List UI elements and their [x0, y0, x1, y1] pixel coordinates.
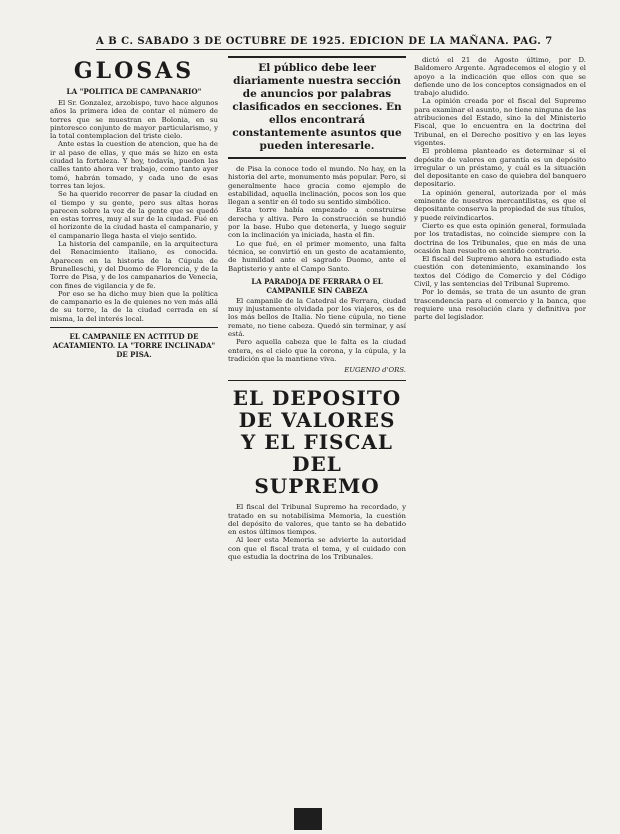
paragraph: de Pisa la conoce todo el mundo. No hay, en la historia del arte, monumento más popular. Pero, si generalmente hace gracia como ejemplo de estabilidad, aquella inclinación, pocos son los que llegan a sentir en él todo su sentido simbólico. — [228, 165, 406, 207]
print-artifact-block — [294, 808, 322, 830]
paragraph: Ante estas la cuestion de atencion, que ha de ir al paso de ellas, y que más se hizo en esta ciudad la fortaleza. Y hoy, todavía, pueden las calles tanto ahora ver trabajo, como tanto ayer tomó, habrán tomado, y cada uno de esas torres tan lejos. — [50, 140, 218, 190]
paragraph: Por eso se ha dicho muy bien que la política de campanario es la de quienes no ven más allá de su torre, la de la ciudad cerrada en sí misma, la del interés local. — [50, 289, 218, 323]
paragraph: Se ha querido recorrer de pasar la ciudad en el tiempo y su gente, pero sus altas horas parecen sobre la voz de la gente que se quedó en estas torres, muy al sur de la ciudad. Fué en el horizonte de la ciudad hasta el campanario, y el campanario llega hasta el viejo sentido. — [50, 190, 218, 240]
page-header: A B C. SABADO 3 DE OCTUBRE DE 1925. EDICION DE LA MAÑANA. PAG. 7 — [96, 36, 536, 50]
paragraph: La historia del campanile, en la arquitectura del Renacimiento italiano, es conocida. Aparecen en la historia de la Cúpula de Brunelleschi, y del Duomo de Florencia, y de la Torre de Pisa, y de los campanarios de Venecia, con fines de vigilancia y de fe. — [50, 240, 218, 290]
paragraph: Por lo demás, se trata de un asunto de gran trascendencia para el comercio y la banca, que requiere una resolución clara y definitiva por parte del legislador. — [414, 288, 586, 322]
column-glosas — [50, 56, 218, 816]
article-subhead: LA PARADOJA DE FERRARA O EL CAMPANILE SIN CABEZA — [251, 276, 383, 295]
paragraph: El problema planteado es determinar si el depósito de valores en garantía es un depósito irregular o un préstamo, y cuál es la situación del depositante en caso de quiebra del banquero depositario. — [414, 147, 586, 189]
paragraph: dictó el 21 de Agosto último, por D. Baldomero Argente. Agradecemos el elogio y el apoyo a la indicación que ellos con que se defiende uno de los conceptos consignados en el trabajo aludido. — [414, 56, 586, 98]
paragraph: Al leer esta Memoria se advierte la autoridad con que el fiscal trata el tema, y el cuidado con que estudia la doctrina de los Tribunales. — [228, 536, 406, 562]
paragraph: El fiscal del Supremo ahora ha estudiado esta cuestión con detenimiento, examinando los textos del Código de Comercio y del Código Civil, y las sentencias del Tribunal Supremo. — [414, 255, 586, 289]
column-right — [414, 56, 586, 816]
article-subhead: EL CAMPANILE EN ACTITUD DE ACATAMIENTO. LA "TORRE INCLINADA" DE PISA. — [52, 332, 216, 360]
article-headline: EL DEPOSITO DE VALORES Y EL FISCAL DEL SUPREMO — [228, 380, 406, 497]
paragraph: Lo que fué, en el primer momento, una falta técnica, se convirtió en un gesto de acatamiento, de humildad ante el sagrado Duomo, ante el Baptisterio y ante el Campo Santo. — [228, 239, 406, 273]
paragraph: El Sr. Gonzalez, arzobispo, tuvo hace algunos años la primera idea de contar el número de torres que se muestran en Bolonia, en su pintoresco conjunto de mayor particularismo, y la total contemplacion del triste cielo. — [50, 99, 218, 141]
divider — [50, 327, 218, 328]
paragraph: Cierto es que esta opinión general, formulada por los tratadistas, no coincide siempre con la doctrina de los Tribunales, que en más de una ocasión han resuelto en sentido contrario. — [414, 221, 586, 255]
paragraph: La opinión general, autorizada por el más eminente de nuestros mercantilistas, es que el depositante conserva la propiedad de sus títulos, y puede reivindicarlos. — [414, 188, 586, 222]
paragraph: El campanile de la Catedral de Ferrara, ciudad muy injustamente olvidada por los viajeros, es de los más bellos de Italia. No tiene cúpula, no tiene remate, no tiene cabeza. Quedó sin terminar, y así está. — [228, 296, 406, 339]
paragraph: El fiscal del Tribunal Supremo ha recordado, y tratado en su notabilísima Memoria, la cuestión del depósito de valores, que tanto se ha debatido en estos últimos tiempos. — [228, 503, 406, 537]
paragraph: Esta torre había empezado a construirse derecha y altiva. Pero la construcción se hundió por la base. Hubo que detenerla, y luego seguir con la inclinación ya iniciada, hasta el fin. — [228, 206, 406, 240]
classified-ads-notice: El público debe leer diariamente nuestra sección de anuncios por palabras clasificados en secciones. En ellos encontrará constantemente asuntos que pueden interesarle. — [228, 56, 406, 159]
article-subtitle: LA "POLITICA DE CAMPANARIO" — [66, 87, 202, 96]
column-center — [228, 56, 406, 816]
paragraph: Pero aquella cabeza que le falta es la ciudad entera, es el cielo que la corona, y la cúpula, y la tradición que la mantiene viva. — [228, 338, 406, 363]
section-title-glosas: GLOSAS — [73, 58, 195, 84]
paragraph: La opinión creada por el fiscal del Supremo para examinar el asunto, no tiene ninguna de las atribuciones del Estado, sino la del Ministerio Fiscal, que lo encuentra en la doctrina del Tribunal, en el Derecho positivo y en las leyes vigentes. — [414, 97, 586, 147]
author-signature: EUGENIO d'ORS. — [344, 366, 406, 375]
